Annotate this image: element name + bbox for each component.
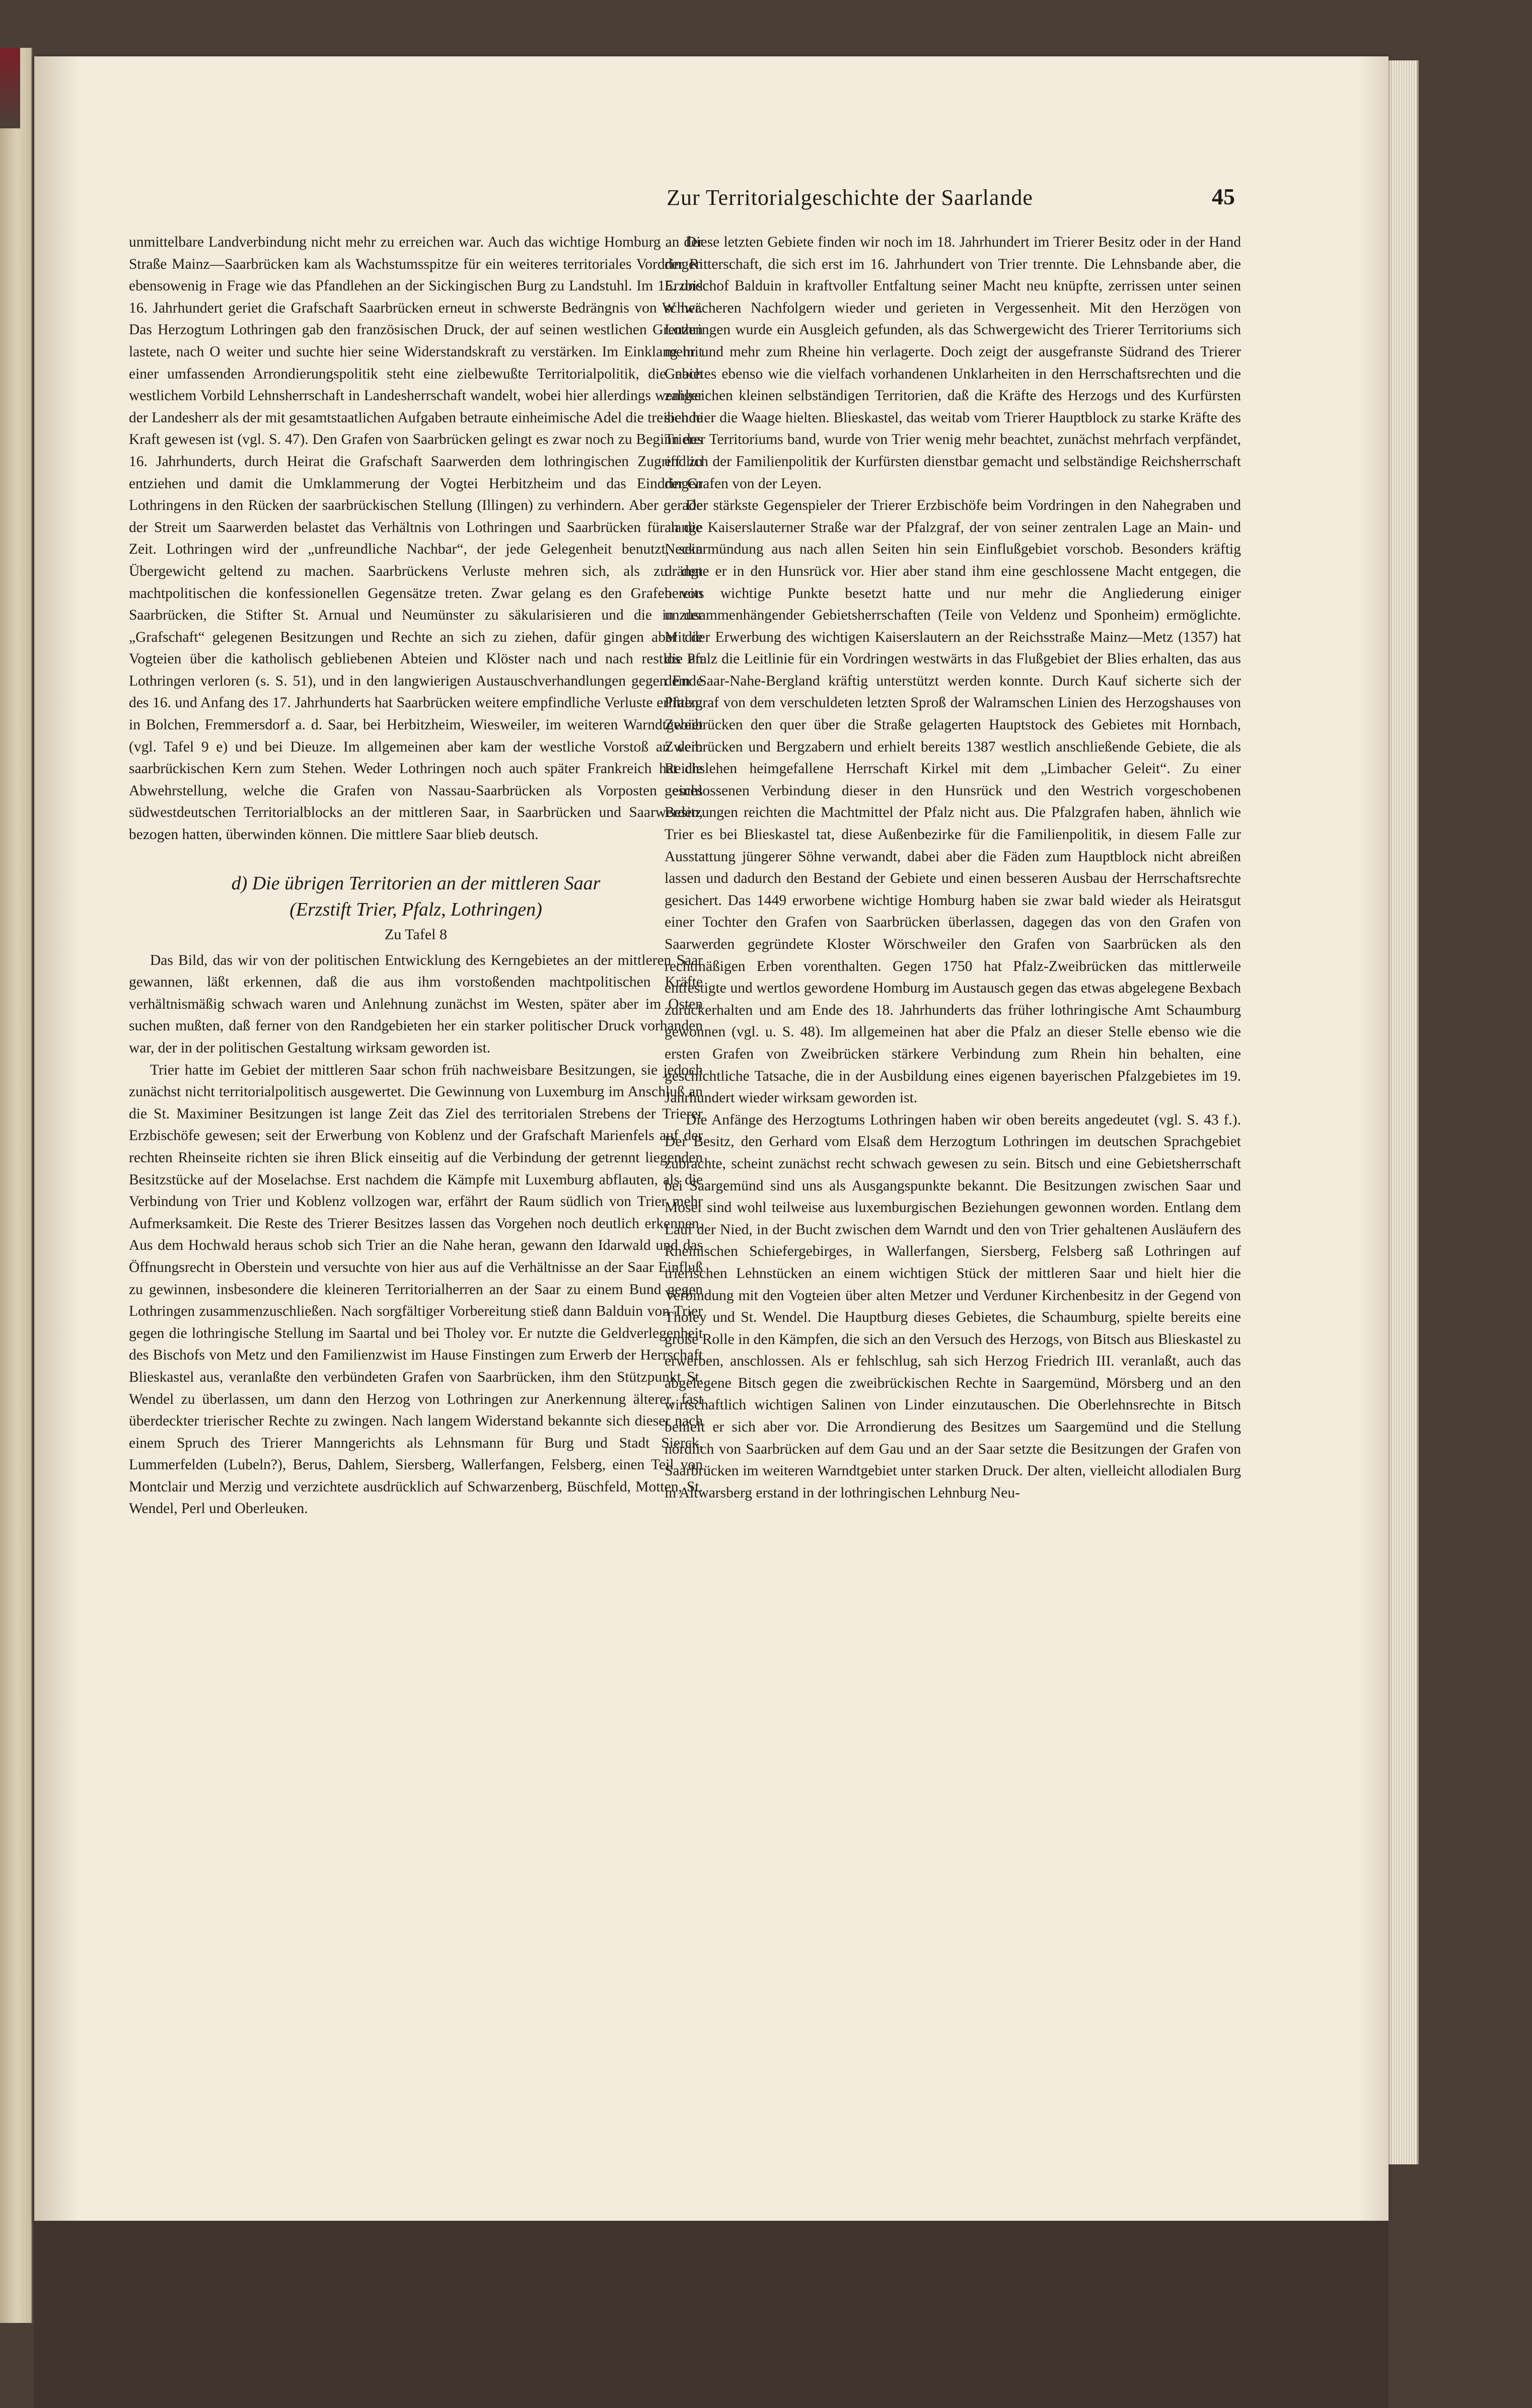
section-heading-line-1: d) Die übrigen Territorien an der mittleren Saar xyxy=(231,872,601,894)
scan-backdrop-bottom xyxy=(34,2221,1389,2408)
left-paragraph-2: Das Bild, das wir von der politischen Entwicklung des Kerngebietes an der mittleren Saar gewannen, läßt erkennen, daß die aus ihm vorstoßenden machtpolitischen Kräfte verhältnismäßig schwach waren und Anlehnung zunächst im Westen, später aber im Osten suchen mußten, daß ferner von den Randgebieten her ein starker politischer Druck vorhanden war, der in der politischen Gestaltung wirksam geworden ist. xyxy=(129,952,703,1056)
right-paragraph-3: Die Anfänge des Herzogtums Lothringen haben wir oben bereits angedeutet (vgl. S. 43 f.). Der Besitz, den Gerhard vom Elsaß dem Herzogtum Lothringen im deutschen Sprachgebiet zubrachte, scheint zunächst recht schwach gewesen zu sein. Bitsch und eine Gebietsherrschaft bei Saargemünd sind uns als Ausgangspunkte bekannt. Die Besitzungen zwischen Saar und Mosel sind wohl teilweise aus luxemburgischen Beziehungen gewonnen worden. Entlang dem Lauf der Nied, in der Bucht zwischen dem Warndt und den von Trier gehaltenen Ausläufern des Rheinischen Schiefergebirges, in Wallerfangen, Siersberg, Felsberg saß Lothringen auf trierischen Lehnstücken an einem wichtigen Stück der mittleren Saar und hielt hier die Verbindung mit den Vogteien über alten Metzer und Verduner Kirchenbesitz in der Gegend von Tholey und St. Wendel. Die Hauptburg dieses Gebietes, die Schaumburg, spielte bereits eine große Rolle in den Kämpfen, die sich an den Versuch des Herzogs, von Bitsch aus Blieskastel zu erwerben, anschlossen. Als er fehlschlug, sah sich Herzog Friedrich III. veranlaßt, auch das abgelegene Bitsch gegen die zweibrückischen Rechte in Saargemünd, Mörsberg und an den wirtschaftlich wichtigen Salinen von Linder einzutauschen. Die Oberlehnsrechte in Bitsch behielt er sich aber vor. Die Arrondierung des Besitzes um Saargemünd und die Stellung nördlich von Saarbrücken auf dem Gau und an der Saar setzte die Besitzungen der Grafen von Saarbrücken im weiteren Warndtgebiet unter starken Druck. Der alten, vielleicht allodialen Burg in Altwarsberg erstand in der lothringischen Lehnburg Neu- xyxy=(665,1111,1241,1501)
page-edge-shadow xyxy=(1358,56,1389,2221)
gutter-shadow xyxy=(34,56,80,2221)
running-head-title: Zur Territorialgeschichte der Saarlande xyxy=(667,185,1033,210)
book-page xyxy=(34,56,1389,2221)
right-column xyxy=(665,232,1241,1504)
page-number: 45 xyxy=(1212,184,1235,209)
right-paragraph-2: Der stärkste Gegenspieler der Trierer Erzbischöfe beim Vordringen in den Nahegraben und an die Kaiserslauterner Straße war der Pfalzgraf, der von seiner zentralen Lage an Main- und Neckarmündung aus nach allen Seiten hin sein Einflußgebiet vorschob. Besonders kräftig drängte er in den Hunsrück vor. Hier aber stand ihm eine geschlossene Macht entgegen, die bereits wichtige Punkte besetzt hatte und nur mehr die Angliederung einiger unzusammenhängender Gebietsherrschaften (Teile von Veldenz und Sponheim) ermöglichte. Mit der Erwerbung des wichtigen Kaiserslautern an der Reichsstraße Mainz—Metz (1357) hat die Pfalz die Leitlinie für ein Vordringen westwärts in das Flußgebiet der Blies erhalten, das aus dem Saar-Nahe-Bergland kräftig unterstützt werden konnte. Durch Kauf sicherte sich der Pfalzgraf von dem verschuldeten letzten Sproß der Walramschen Linien des Herzogshauses von Zweibrücken den quer über die Straße gelagerten Hauptstock des Gebietes mit Hornbach, Zweibrücken und Bergzabern und erhielt bereits 1387 westlich anschließende Gebiete, die als Reichslehen heimgefallene Herrschaft Kirkel mit dem „Limbacher Geleit“. Zu einer geschlossenen Verbindung dieser in den Hunsrück und den Westrich vorgeschobenen Besitzungen reichten die Machtmittel der Pfalz nicht aus. Die Pfalzgrafen haben, ähnlich wie Trier es bei Blieskastel tat, diese Außenbezirke für die Familienpolitik, in diesem Falle zur Ausstattung jüngerer Söhne verwandt, dabei aber die Fäden zum Hauptblock nicht abreißen lassen und dadurch den Bestand der Gebiete und einen besseren Ausbau der Herrschaftsrechte gesichert. Das 1449 erworbene wichtige Homburg haben sie zwar bald wieder als Heiratsgut einer Tochter den Grafen von Saarbrücken überlassen, dagegen das von den Grafen von Saarwerden gegründete Kloster Wörschweiler den Grafen von Saarbrücken als den rechtmäßigen Erben vorenthalten. Gegen 1750 hat Pfalz-Zweibrücken das mittlerweile entfestigte und wertlos gewordene Homburg im Austausch gegen das etwas abgelegene Bexbach zurückerhalten und am Ende des 18. Jahrhunderts das früher lothringische Amt Schaumburg gewonnen (vgl. u. S. 48). Im allgemeinen hat aber die Pfalz an dieser Stelle ebenso wie die ersten Grafen von Zweibrücken stärkere Verbindung zum Rhein hin behalten, eine geschichtliche Tatsache, die in der Ausbildung eines eigenen bayerischen Pfalzgebietes im 19. Jahrhundert wieder wirksam geworden ist. xyxy=(665,497,1241,1106)
section-plate-reference: Zu Tafel 8 xyxy=(385,926,447,943)
right-paragraph-1: Diese letzten Gebiete finden wir noch im 18. Jahrhundert im Trierer Besitz oder in der Hand der Ritterschaft, die sich erst im 16. Jahrhundert von Trier trennte. Die Lehnsbande aber, die Erzbischof Balduin in kraftvoller Entfaltung seiner Macht neu knüpfte, zerrissen unter seinen schwächeren Nachfolgern wieder und gerieten in Vergessenheit. Mit den Herzögen von Lothringen wurde ein Ausgleich gefunden, als das Schwergewicht des Trierer Territoriums sich mehr und mehr zum Rheine hin verlagerte. Doch zeigt der ausgefranste Südrand des Trierer Gebietes ebenso wie die vielfach vorhandenen Unklarheiten in den Herrschaftsrechten und die zahlreichen kleinen selbständigen Territorien, daß die Kräfte des Herzogs und des Kurfürsten sich hier die Waage hielten. Blieskastel, das weitab vom Trierer Hauptblock zu starke Kräfte des Trierer Territoriums band, wurde von Trier wenig mehr beachtet, zunächst mehrfach verpfändet, endlich der Familienpolitik der Kurfürsten dienstbar gemacht und selbständige Reichsherrschaft der Grafen von der Leyen. xyxy=(665,234,1241,492)
left-paragraph-3: Trier hatte im Gebiet der mittleren Saar schon früh nachweisbare Besitzungen, sie jedoch zunächst nicht territorialpolitisch ausgewertet. Die Gewinnung von Luxemburg im Anschluß an die St. Maximiner Besitzungen ist lange Zeit das Ziel des territorialen Strebens der Trierer Erzbischöfe gewesen; seit der Erwerbung von Koblenz und der Grafschaft Marienfels auf der rechten Rheinseite richten sie ihren Blick einseitig auf die Verbindung der getrennt liegenden Besitzstücke auf der Moselachse. Erst nachdem die Kämpfe mit Luxemburg abflauten, als die Verbindung von Trier und Koblenz vollzogen war, erfährt der Raum südlich von Trier mehr Aufmerksamkeit. Die Reste des Trierer Besitzes lassen das Vorgehen noch deutlich erkennen. Aus dem Hochwald heraus schob sich Trier an die Nahe heran, gewann den Idarwald und das Öffnungsrecht in Oberstein und versuchte von hier aus auf die Verhältnisse an der Saar Einfluß zu gewinnen, insbesondere die kleineren Territorialherren an der Saar zu einem Bund gegen Lothringen zusammenzuschließen. Nach sorgfältiger Vorbereitung stieß dann Balduin von Trier gegen die lothringische Stellung im Saartal und bei Tholey vor. Er nutzte die Geldverlegenheit des Bischofs von Metz und den Familienzwist im Hause Finstingen zum Erwerb der Herrschaft Blieskastel aus, veranlaßte den verbündeten Grafen von Saarbrücken, ihm den Stützpunkt St. Wendel zu überlassen, um dann den Herzog von Lothringen zur Anerkennung älterer, fast überdeckter trierischer Rechte zu zwingen. Nach langem Widerstand bekannte sich dieser nach einem Spruch des Trierer Manngerichts als Lehnsmann für Burg und Stadt Sierck, Lummerfelden (Lubeln?), Berus, Dahlem, Siersberg, Wallerfangen, Felsberg, einen Teil von Montclair und Merzig und verzichtete ausdrücklich auf Schwarzenberg, Büschfeld, Motten, St. Wendel, Perl und Oberleuken. xyxy=(129,1062,703,1517)
left-column xyxy=(129,232,703,1520)
facing-page-edge xyxy=(0,48,32,2323)
section-heading-line-2: (Erzstift Trier, Pfalz, Lothringen) xyxy=(289,898,542,920)
left-paragraph-1: unmittelbare Landverbindung nicht mehr zu erreichen war. Auch das wichtige Homburg an der Straße Mainz—Saarbrücken kam als Wachstumsspitze für ein weiteres territoriales Vordringen ebensowenig in Frage wie das Pfandlehen an der Sickingischen Burg zu Landstuhl. Im 15. und 16. Jahrhundert geriet die Grafschaft Saarbrücken erneut in schwerste Bedrängnis von W her. Das Herzogtum Lothringen gab den französischen Druck, der auf seinen westlichen Grenzen lastete, nach O weiter und suchte hier seine Widerstandskraft zu verstärken. Im Einklang mit einer umfassenden Arrondierungspolitik steht eine zielbewußte Territorialpolitik, die nach westlichem Vorbild Lehnsherrschaft in Landesherrschaft wandelt, wobei hier allerdings weniger der Landesherr als der mit gesamtstaatlichen Aufgaben betraute einheimische Adel die treibende Kraft gewesen ist (vgl. S. 47). Den Grafen von Saarbrücken gelingt es zwar noch zu Beginn des 16. Jahrhunderts, durch Heirat die Grafschaft Saarwerden dem lothringischen Zugriff zu entziehen und damit die Umklammerung der Vogtei Herbitzheim und das Eindringen Lothringens in den Rücken der saarbrückischen Stellung (Illingen) zu verhindern. Aber gerade der Streit um Saarwerden belastet das Verhältnis von Lothringen und Saarbrücken für lange Zeit. Lothringen wird der „unfreundliche Nachbar“, der jede Gelegenheit benutzt, sein Übergewicht geltend zu machen. Saarbrückens Verluste mehren sich, als zu den machtpolitischen die konfessionellen Gegensätze treten. Zwar gelang es den Grafen von Saarbrücken, die Stifter St. Arnual und Neumünster zu säkularisieren und die in der „Grafschaft“ gelegenen Besitzungen und Rechte an sich zu ziehen, dafür gingen aber die Vogteien über die katholisch gebliebenen Abteien und Klöster nach und nach restlos an Lothringen verloren (s. S. 51), und in den langwierigen Austauschverhandlungen gegen Ende des 16. und Anfang des 17. Jahrhunderts hat Saarbrücken weitere empfindliche Verluste erlitten: in Bolchen, Fremmersdorf a. d. Saar, bei Herbitzheim, Wiesweiler, im weiteren Warndtgebiet (vgl. Tafel 9 e) und bei Dieuze. Im allgemeinen aber kam der westliche Vorstoß an dem saarbrückischen Kern zum Stehen. Weder Lothringen noch auch später Frankreich hat die Abwehrstellung, welche die Grafen von Nassau-Saarbrücken als Vorposten eines südwestdeutschen Territorialblocks an der mittleren Saar, in Saarbrücken und Saarwerden, bezogen hatten, überwinden können. Die mittlere Saar blieb deutsch. xyxy=(129,234,703,843)
facing-page-red-mark xyxy=(0,48,20,128)
